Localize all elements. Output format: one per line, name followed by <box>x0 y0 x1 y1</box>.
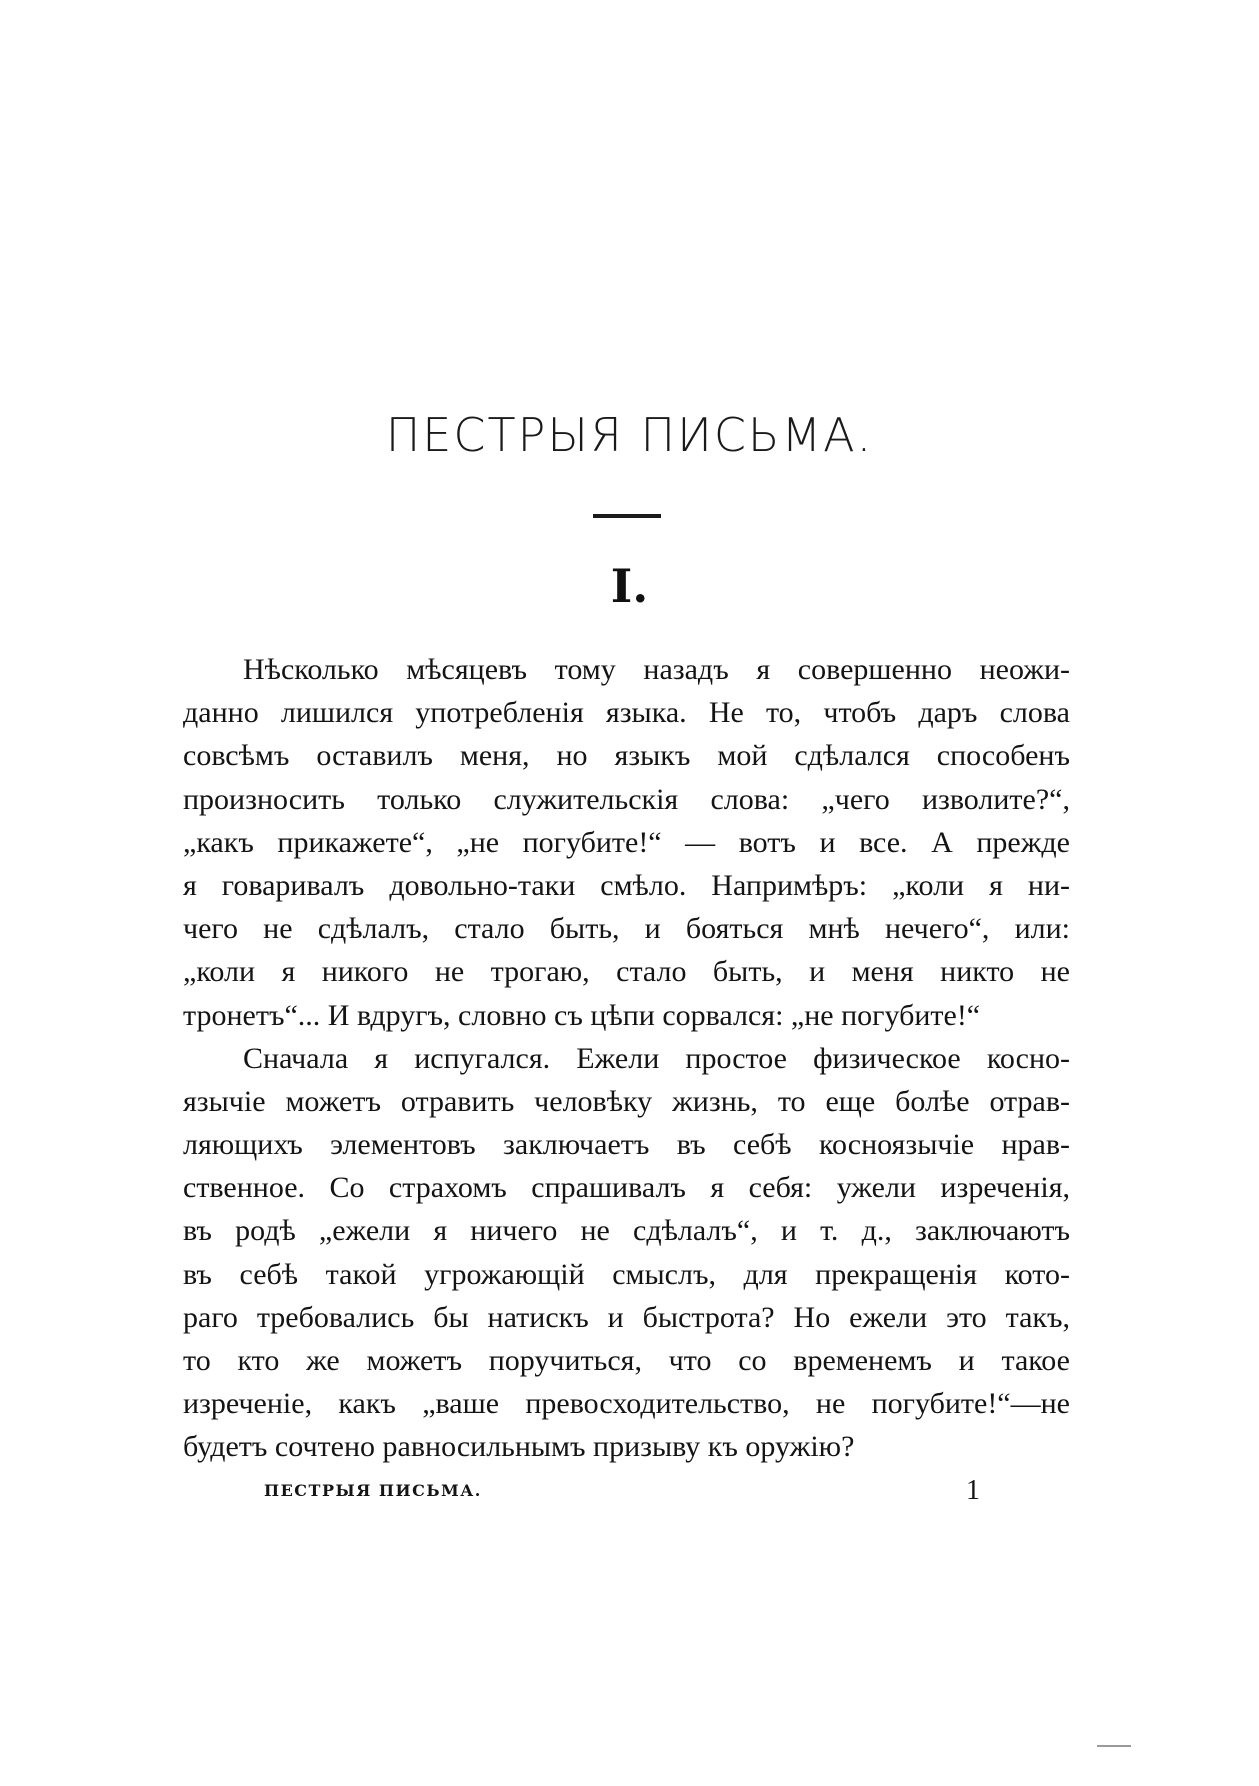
page-number: 1 <box>966 1475 980 1506</box>
text-line: то кто же можетъ поручиться, что со временемъ и такое <box>183 1344 1070 1377</box>
text-line: чего не сдѣлалъ, стало быть, и бояться мнѣ нечего“, или: <box>183 912 1070 946</box>
text-line: данно лишился употребленія языка. Не то, чтобъ даръ слова <box>183 696 1070 730</box>
chapter-number: I. <box>610 559 649 613</box>
footer-signature: ПЕСТРЫЯ ПИСЬМА. <box>264 1481 482 1500</box>
text-line: произносить только служительскія слова: „чего изволите?“, <box>183 782 1070 816</box>
body-text <box>183 648 1070 1469</box>
text-line: язычіе можетъ отравить человѣку жизнь, то еще болѣе отрав- <box>183 1084 1070 1118</box>
page-title: ПЕСТРЫЯ ПИСЬМА. <box>385 408 874 462</box>
text-line: ственное. Со страхомъ спрашивалъ я себя: ужели изреченія, <box>183 1171 1070 1205</box>
text-line: „коли я никого не трогаю, стало быть, и меня никто не <box>183 955 1070 989</box>
text-line: „какъ прикажете“, „не погубите!“ — вотъ и все. А прежде <box>183 825 1070 859</box>
text-line: раго требовались бы натискъ и быстрота? Но ежели это такъ, <box>183 1300 1070 1334</box>
text-line: Нѣсколько мѣсяцевъ тому назадъ я совершенно неожи- <box>243 653 1070 686</box>
text-line: изреченіе, какъ „ваше превосходительство, не погубите!“—не <box>183 1387 1070 1421</box>
scan-mark <box>1097 1745 1131 1747</box>
page-footer <box>0 1475 1259 1511</box>
text-line: въ себѣ такой угрожающій смыслъ, для прекращенія кото- <box>183 1257 1070 1291</box>
text-line: ляющихъ элементовъ заключаетъ въ себѣ косноязычіе нрав- <box>183 1128 1070 1162</box>
text-line: тронетъ“... И вдругъ, словно съ цѣпи сорвался: „не погубите!“ <box>183 998 981 1032</box>
text-line: Сначала я испугался. Ежели простое физическое косно- <box>243 1041 1070 1075</box>
text-line: совсѣмъ оставилъ меня, но языкъ мой сдѣлался способенъ <box>183 739 1070 773</box>
text-line: въ родѣ „ежели я ничего не сдѣлалъ“, и т. д., заключаютъ <box>183 1214 1070 1248</box>
text-line: будетъ сочтено равносильнымъ призыву къ оружію? <box>183 1430 855 1464</box>
text-line: я говаривалъ довольно-таки смѣло. Напримѣръ: „коли я ни- <box>183 868 1070 902</box>
title-divider <box>593 514 661 518</box>
